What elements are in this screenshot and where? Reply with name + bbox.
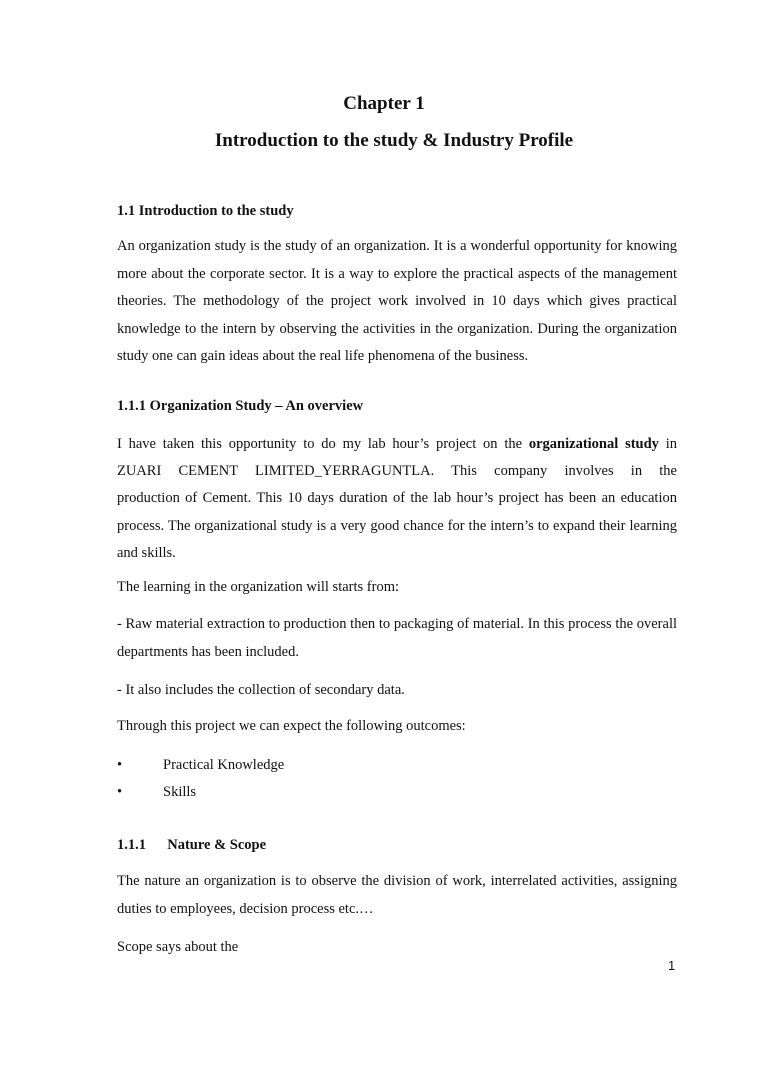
overview-paragraph-rest: production of Cement. This 10 days duration of the lab hour’s project has been an education process. The organizational study is a very good chance for the intern’s to expand their learning and skills. bbox=[117, 490, 677, 561]
list-item-text: Practical Knowledge bbox=[163, 757, 285, 773]
page-number: 1 bbox=[668, 958, 676, 973]
bullet-icon: • bbox=[117, 784, 123, 800]
scope-line: Scope says about the bbox=[117, 939, 239, 955]
chapter-number: Chapter 1 bbox=[343, 93, 425, 114]
secondary-data-line: - It also includes the collection of secondary data. bbox=[117, 682, 405, 698]
overview-paragraph-line-1 bbox=[117, 436, 677, 453]
learning-intro: The learning in the organization will starts from: bbox=[117, 579, 400, 595]
intro-paragraph: An organization study is the study of an organization. It is a wonderful opportunity for knowing more about the corporate sector. It is a way to explore the practical aspects of the management theories. The methodology of the project work involved in 10 days which gives practical knowledge to the intern by observing the activities in the organization. During the organization study one can gain ideas about the real life phenomena of the business. bbox=[117, 238, 677, 364]
raw-material-paragraph: - Raw material extraction to production then to packaging of material. In this process the overall departments has been included. bbox=[117, 616, 677, 660]
heading-text: Nature & Scope bbox=[167, 837, 267, 853]
section-heading-1-1-1: 1.1.1 Organization Study – An overview bbox=[117, 398, 364, 414]
overview-bold-term: organizational study bbox=[528, 436, 659, 452]
bullet-icon: • bbox=[117, 757, 123, 773]
overview-paragraph-line-2: ZUARI CEMENT LIMITED_YERRAGUNTLA. This company involves in the bbox=[117, 463, 677, 479]
heading-number: 1.1.1 bbox=[117, 837, 146, 853]
section-heading-nature-scope bbox=[117, 837, 266, 854]
section-heading-1-1: 1.1 Introduction to the study bbox=[117, 203, 294, 219]
nature-paragraph: The nature an organization is to observe the division of work, interrelated activities, assigning duties to employees, decision process etc.… bbox=[117, 873, 677, 917]
overview-text-end: in bbox=[658, 436, 677, 452]
list-item-text: Skills bbox=[163, 784, 197, 800]
overview-text: I have taken this opportunity to do my lab hour’s project on the bbox=[117, 436, 529, 452]
outcomes-intro: Through this project we can expect the following outcomes: bbox=[117, 718, 466, 734]
chapter-title: Introduction to the study & Industry Profile bbox=[214, 130, 574, 151]
